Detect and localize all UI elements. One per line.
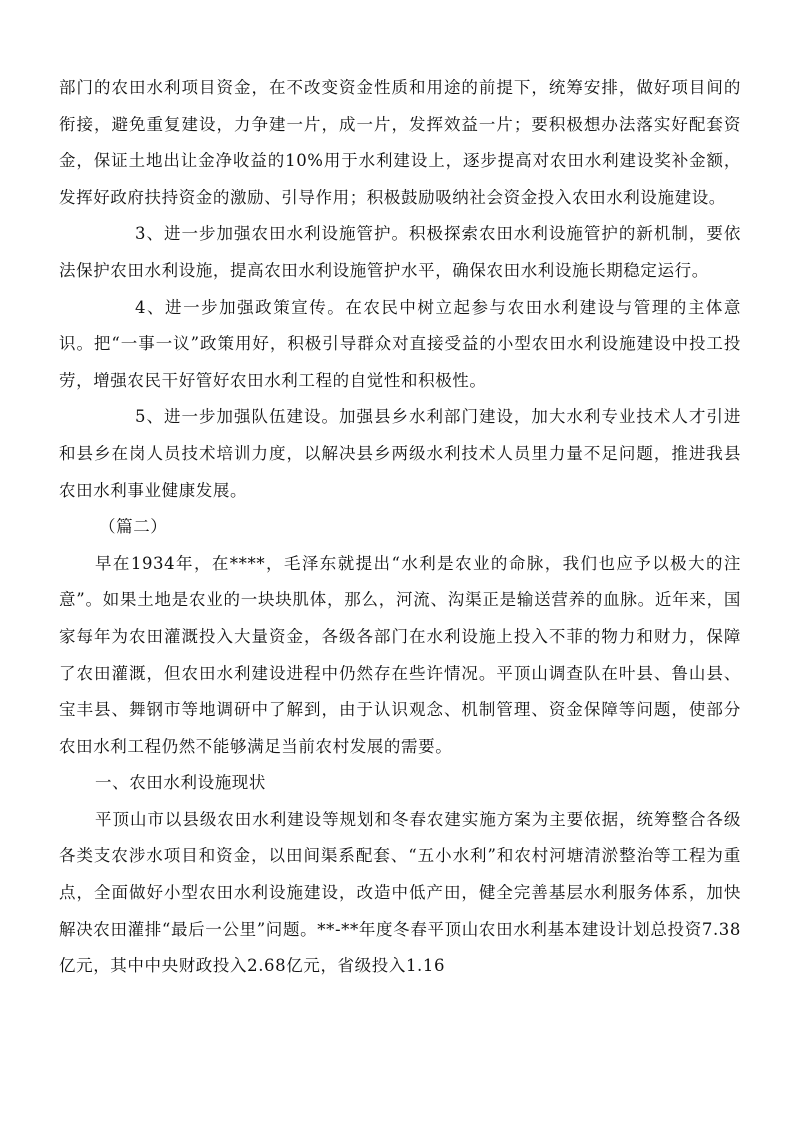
paragraph-item-5: 5、进一步加强队伍建设。加强县乡水利部门建设，加大水利专业技术人才引进和县乡在岗人员技术培训力度，以解决县乡两级水利技术人员里力量不足问题，推进我县农田水利事业健康发展。: [59, 407, 741, 500]
section-heading: 一、农田水利设施现状: [95, 773, 266, 793]
section-label: （篇二）: [99, 517, 168, 537]
paragraph-status: 平顶山市以县级农田水利建设等规划和冬春农建实施方案为主要依据，统筹整合各级各类支农涉水项目和资金，以田间渠系配套、“五小水利”和农村河塘清淤整治等工程为重点，全面做好小型农田水利设施建设，改造中低产田，健全完善基层水利服务体系，加快解决农田灌排“最后一公里”问题。**-**年度冬春平顶山农田水利基本建设计划总投资7.38亿元，其中中央财政投入2.68亿元，省级投入1.16: [59, 809, 741, 976]
paragraph-funding: 部门的农田水利项目资金，在不改变资金性质和用途的前提下，统筹安排，做好项目间的衔接，避免重复建设，力争建一片，成一片，发挥效益一片；要积极想办法落实好配套资金，保证土地出让金净收益的10%用于水利建设上，逐步提高对农田水利建设奖补金额，发挥好政府扶持资金的激励、引导作用；积极鼓励吸纳社会资金投入农田水利设施建设。: [59, 78, 741, 207]
paragraph-item-4: 4、进一步加强政策宣传。在农民中树立起参与农田水利建设与管理的主体意识。把“一事一议”政策用好，积极引导群众对直接受益的小型农田水利设施建设中投工投劳，增强农民干好管好农田水利工程的自觉性和积极性。: [59, 297, 741, 390]
document-body: [59, 70, 741, 985]
paragraph-item-3: 3、进一步加强农田水利设施管护。积极探索农田水利设施管护的新机制，要依法保护农田水利设施，提高农田水利设施管护水平，确保农田水利设施长期稳定运行。: [59, 224, 741, 280]
paragraph-intro: 早在1934年，在****，毛泽东就提出“水利是农业的命脉，我们也应予以极大的注意”。如果土地是农业的一块块肌体，那么，河流、沟渠正是输送营养的血脉。近年来，国家每年为农田灌溉投入大量资金，各级各部门在水利设施上投入不菲的物力和财力，保障了农田灌溉，但农田水利建设进程中仍然存在些许情况。平顶山调查队在叶县、鲁山县、宝丰县、舞钢市等地调研中了解到，由于认识观念、机制管理、资金保障等问题，使部分农田水利工程仍然不能够满足当前农村发展的需要。: [59, 553, 741, 756]
